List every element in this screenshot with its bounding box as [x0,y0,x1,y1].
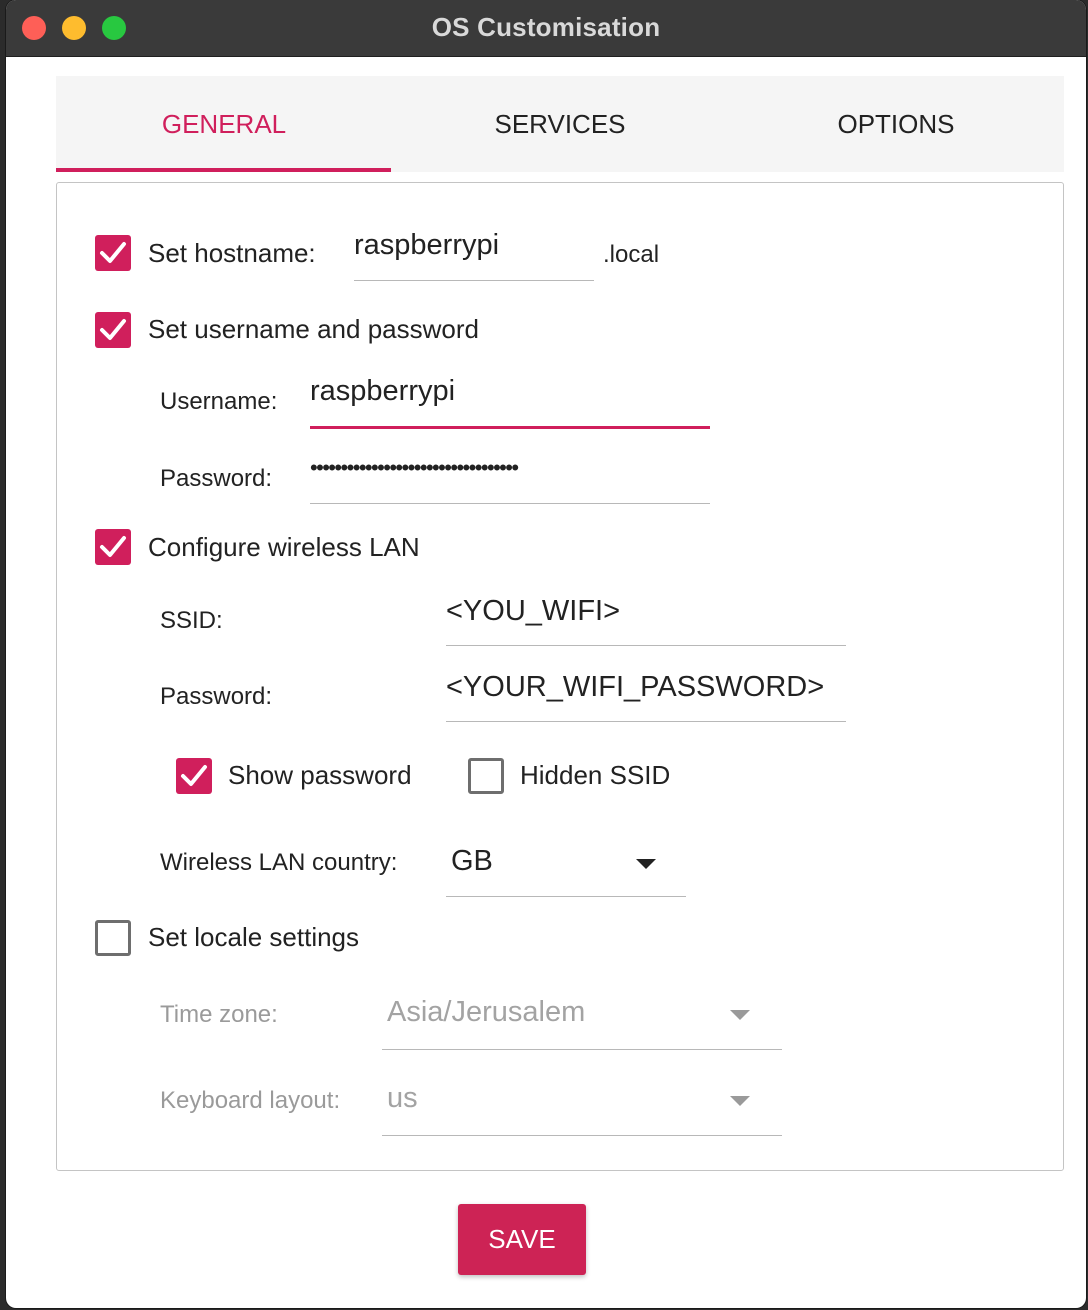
wlan-country-select[interactable] [446,845,686,897]
hostname-input[interactable] [354,229,594,281]
ssid-input[interactable] [446,595,846,646]
wlan-country-label: Wireless LAN country: [160,849,398,876]
checkmark-icon [99,317,127,343]
wifi-password-input[interactable] [446,671,846,722]
active-tab-indicator [56,168,391,172]
tab-services[interactable]: SERVICES [494,108,626,139]
timezone-value: Asia/Jerusalem [387,996,586,1028]
ssid-label: SSID: [160,607,223,634]
set-username-password-checkbox[interactable] [95,312,131,348]
ssid-value: <YOU_WIFI> [446,595,621,627]
hostname-value: raspberrypi [354,229,500,261]
keyboard-layout-select[interactable] [382,1082,782,1136]
configure-wlan-label: Configure wireless LAN [148,532,420,562]
username-input[interactable] [310,375,710,429]
keyboard-layout-label: Keyboard layout: [160,1087,341,1114]
wifi-password-value: <YOUR_WIFI_PASSWORD> [446,671,825,703]
set-hostname-label: Set hostname: [148,238,316,268]
timezone-select[interactable] [382,996,782,1050]
chevron-down-icon [730,1010,750,1020]
keyboard-layout-value: us [387,1082,418,1114]
chevron-down-icon [730,1096,750,1106]
save-button[interactable]: SAVE [458,1204,586,1275]
tab-options[interactable]: OPTIONS [837,108,955,139]
password-masked-value: •••••••••••••••••••••••••••••••••• [310,455,518,480]
checkmark-icon [99,534,127,560]
tab-general[interactable]: GENERAL [161,108,287,139]
hidden-ssid-label: Hidden SSID [520,760,671,790]
username-label: Username: [160,388,278,415]
checkmark-icon [99,240,127,266]
chevron-down-icon [636,859,656,869]
title-bar [6,0,1086,57]
set-locale-checkbox[interactable] [95,920,131,956]
general-settings-panel [56,182,1064,1171]
show-password-label: Show password [228,760,412,790]
username-value: raspberrypi [310,375,456,407]
password-input[interactable] [310,453,710,504]
window-title: OS Customisation [431,12,661,42]
show-password-checkbox[interactable] [176,758,212,794]
set-username-password-label: Set username and password [148,314,479,344]
tab-bar [56,76,1064,172]
set-locale-label: Set locale settings [148,922,360,952]
set-hostname-checkbox[interactable] [95,235,131,271]
configure-wlan-checkbox[interactable] [95,529,131,565]
timezone-label: Time zone: [160,1001,278,1028]
hostname-suffix: .local [603,241,660,268]
checkmark-icon [180,763,208,789]
wifi-password-label: Password: [160,683,273,710]
password-label: Password: [160,465,273,492]
os-customisation-window [6,0,1086,1308]
wlan-country-value: GB [451,845,493,877]
hidden-ssid-checkbox[interactable] [468,758,504,794]
